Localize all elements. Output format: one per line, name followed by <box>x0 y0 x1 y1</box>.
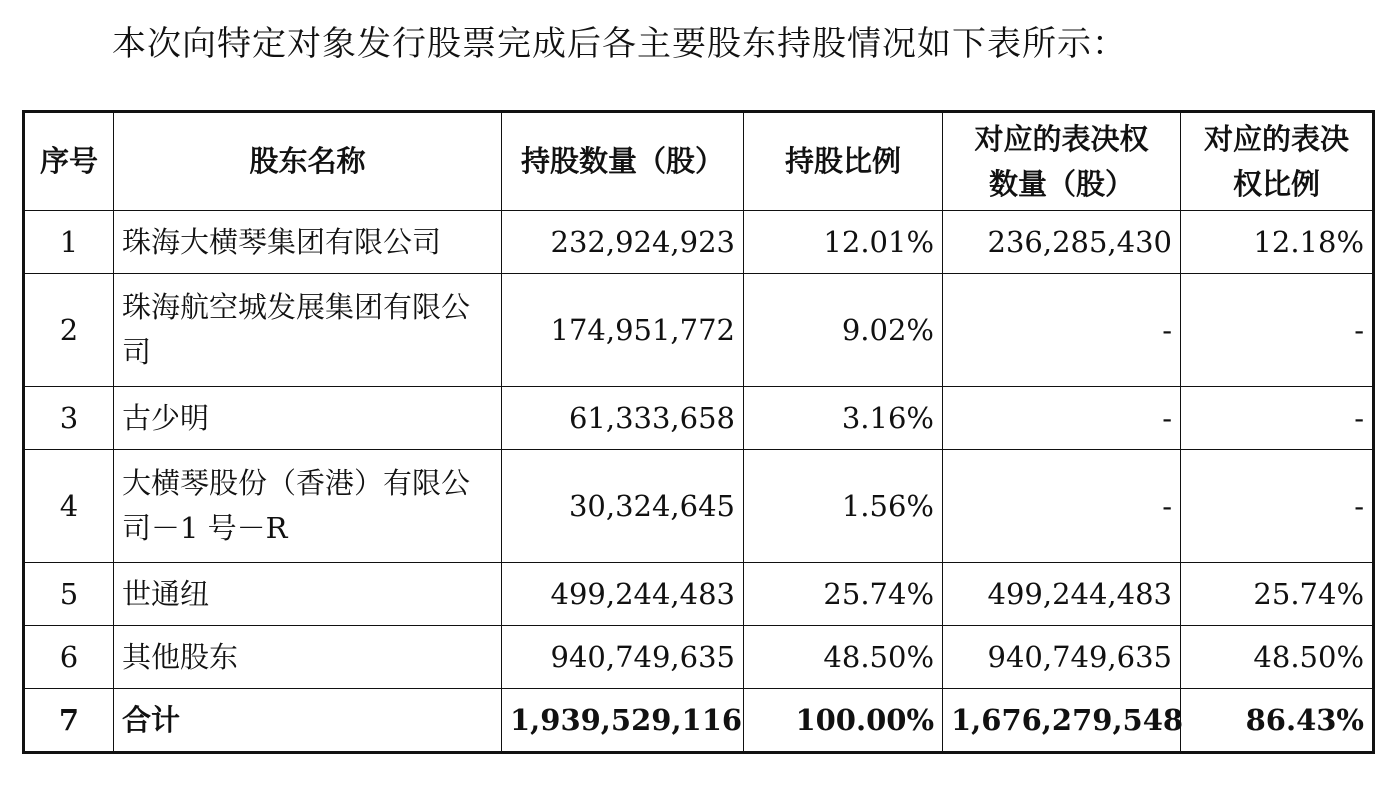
total-vote-ratio: 86.43% <box>1181 689 1374 753</box>
row-index: 6 <box>24 626 114 689</box>
header-vote-ratio <box>1181 112 1374 211</box>
vote-shares-count: 236,285,430 <box>943 211 1181 274</box>
row-index: 7 <box>24 689 114 753</box>
shareholder-name: 珠海大横琴集团有限公司 <box>114 211 502 274</box>
shares-count: 499,244,483 <box>502 563 744 626</box>
shareholder-name: 珠海航空城发展集团有限公司 <box>114 274 502 387</box>
shares-count: 61,333,658 <box>502 387 744 450</box>
total-shares: 1,939,529,116 <box>502 689 744 753</box>
vote-ratio: 12.18% <box>1181 211 1374 274</box>
shares-count: 174,951,772 <box>502 274 744 387</box>
shareholder-name: 大横琴股份（香港）有限公司－1 号－R <box>114 450 502 563</box>
table-row <box>24 274 1374 387</box>
total-vote-shares: 1,676,279,548 <box>943 689 1181 753</box>
vote-ratio: - <box>1181 387 1374 450</box>
vote-shares-count: - <box>943 450 1181 563</box>
shares-count: 30,324,645 <box>502 450 744 563</box>
vote-ratio: - <box>1181 274 1374 387</box>
shareholder-name: 世通纽 <box>114 563 502 626</box>
row-index: 5 <box>24 563 114 626</box>
row-index: 1 <box>24 211 114 274</box>
vote-shares-count: 940,749,635 <box>943 626 1181 689</box>
row-index: 2 <box>24 274 114 387</box>
share-ratio: 25.74% <box>744 563 943 626</box>
table-row <box>24 450 1374 563</box>
share-ratio: 48.50% <box>744 626 943 689</box>
header-vote-shares <box>943 112 1181 211</box>
intro-paragraph: 本次向特定对象发行股票完成后各主要股东持股情况如下表所示： <box>112 24 1127 64</box>
header-vote-ratio-line2: 权比例 <box>1232 166 1320 201</box>
header-index: 序号 <box>24 112 114 211</box>
vote-ratio: 48.50% <box>1181 626 1374 689</box>
vote-shares-count: - <box>943 274 1181 387</box>
table-row <box>24 563 1374 626</box>
shares-count: 232,924,923 <box>502 211 744 274</box>
share-ratio: 1.56% <box>744 450 943 563</box>
table-row <box>24 626 1374 689</box>
shareholder-name: 古少明 <box>114 387 502 450</box>
vote-ratio: - <box>1181 450 1374 563</box>
total-label: 合计 <box>114 689 502 753</box>
header-ratio: 持股比例 <box>744 112 943 211</box>
header-vote-shares-line2: 数量（股） <box>988 166 1134 201</box>
row-index: 4 <box>24 450 114 563</box>
total-ratio: 100.00% <box>744 689 943 753</box>
shareholding-table <box>22 110 1375 754</box>
table-row <box>24 211 1374 274</box>
header-row <box>24 112 1374 211</box>
header-shares: 持股数量（股） <box>502 112 744 211</box>
table-row <box>24 387 1374 450</box>
header-shareholder-name: 股东名称 <box>114 112 502 211</box>
vote-shares-count: - <box>943 387 1181 450</box>
shareholder-name: 其他股东 <box>114 626 502 689</box>
header-vote-ratio-line1: 对应的表决 <box>1203 121 1349 156</box>
row-index: 3 <box>24 387 114 450</box>
vote-shares-count: 499,244,483 <box>943 563 1181 626</box>
share-ratio: 3.16% <box>744 387 943 450</box>
vote-ratio: 25.74% <box>1181 563 1374 626</box>
total-row <box>24 689 1374 753</box>
share-ratio: 9.02% <box>744 274 943 387</box>
header-vote-shares-line1: 对应的表决权 <box>974 121 1149 156</box>
shares-count: 940,749,635 <box>502 626 744 689</box>
share-ratio: 12.01% <box>744 211 943 274</box>
